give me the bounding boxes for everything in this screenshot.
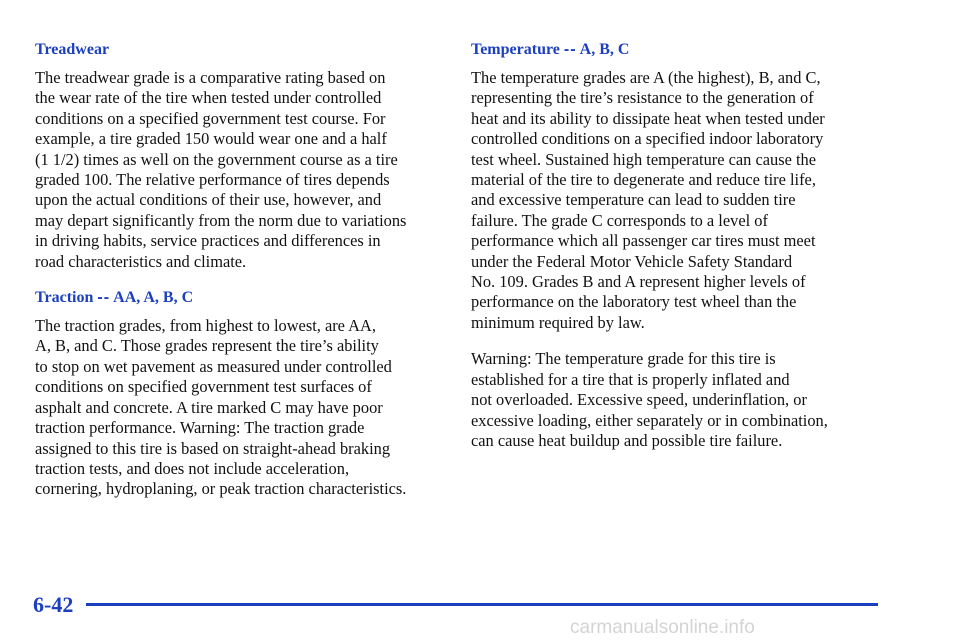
text-line: representing the tire’s resistance to the generation of <box>471 88 814 108</box>
text-line: not overloaded. Excessive speed, underinflation, or <box>471 390 807 410</box>
text-line: traction tests, and does not include acceleration, <box>35 458 350 478</box>
temperature-warning-paragraph <box>471 349 881 451</box>
text-line: Warning: The temperature grade for this tire is <box>471 349 776 369</box>
text-line: performance which all passenger car tires must meet <box>471 231 816 251</box>
traction-paragraph <box>35 316 445 500</box>
treadwear-heading-text: Treadwear <box>35 41 110 58</box>
temperature-paragraph <box>471 68 881 333</box>
text-line: cornering, hydroplaning, or peak traction characteristics. <box>35 479 407 499</box>
text-line: established for a tire that is properly inflated and <box>471 369 790 389</box>
text-line: assigned to this tire is based on straight‑ahead braking <box>35 438 391 458</box>
text-line: test wheel. Sustained high temperature can cause the <box>471 149 816 169</box>
text-line: conditions on a specified government test course. For <box>35 108 386 128</box>
footer-rule <box>86 603 878 606</box>
text-line: material of the tire to degenerate and reduce tire life, <box>471 170 816 190</box>
right-column <box>471 40 881 467</box>
text-line: to stop on wet pavement as measured under controlled <box>35 356 392 376</box>
page-number: 6-42 <box>33 592 74 617</box>
text-line: The traction grades, from highest to lowest, are AA, <box>35 316 376 336</box>
text-line: road characteristics and climate. <box>35 251 247 271</box>
traction-heading <box>35 288 445 308</box>
text-line: the wear rate of the tire when tested under controlled <box>35 88 382 108</box>
text-line: controlled conditions on a specified indoor laboratory <box>471 129 824 149</box>
text-line: minimum required by law. <box>471 312 645 332</box>
heading-separator: -- <box>97 289 111 307</box>
text-line: heat and its ability to dissipate heat when tested under <box>471 108 825 128</box>
text-line: (1 1/2) times as well on the government course as a tire <box>35 149 398 169</box>
text-line: graded 100. The relative performance of tires depends <box>35 170 390 190</box>
text-line: can cause heat buildup and possible tire failure. <box>471 430 783 450</box>
text-line: example, a tire graded 150 would wear one and a half <box>35 129 387 149</box>
text-line: The treadwear grade is a comparative rating based on <box>35 68 386 87</box>
text-line: conditions on specified government test surfaces of <box>35 377 372 397</box>
treadwear-paragraph <box>35 68 445 272</box>
text-line: performance on the laboratory test wheel than the <box>471 292 797 312</box>
text-line: and excessive temperature can lead to sudden tire <box>471 190 796 210</box>
heading-separator: -- <box>563 41 577 58</box>
text-line: excessive loading, either separately or in combination, <box>471 410 828 430</box>
temperature-heading-word: Temperature <box>471 41 560 58</box>
temperature-heading-grades: A, B, C <box>579 41 630 58</box>
text-line: under the Federal Motor Vehicle Safety Standard <box>471 251 793 271</box>
text-line: may depart significantly from the norm due to variations <box>35 210 407 230</box>
traction-heading-word: Traction <box>35 289 94 307</box>
text-line: traction performance. Warning: The traction grade <box>35 418 365 438</box>
left-column <box>35 40 445 516</box>
text-line: upon the actual conditions of their use, however, and <box>35 190 382 210</box>
text-line: asphalt and concrete. A tire marked C may have poor <box>35 397 383 417</box>
traction-heading-grades: AA, A, B, C <box>113 289 194 307</box>
treadwear-heading <box>35 40 445 60</box>
text-line: The temperature grades are A (the highest), B, and C, <box>471 68 821 87</box>
watermark: carmanualsonline.info <box>570 617 755 638</box>
text-line: in driving habits, service practices and differences in <box>35 231 381 251</box>
text-line: A, B, and C. Those grades represent the tire’s ability <box>35 336 379 356</box>
text-line: No. 109. Grades B and A represent higher levels of <box>471 272 806 292</box>
text-line: failure. The grade C corresponds to a level of <box>471 210 768 230</box>
temperature-heading <box>471 40 881 60</box>
